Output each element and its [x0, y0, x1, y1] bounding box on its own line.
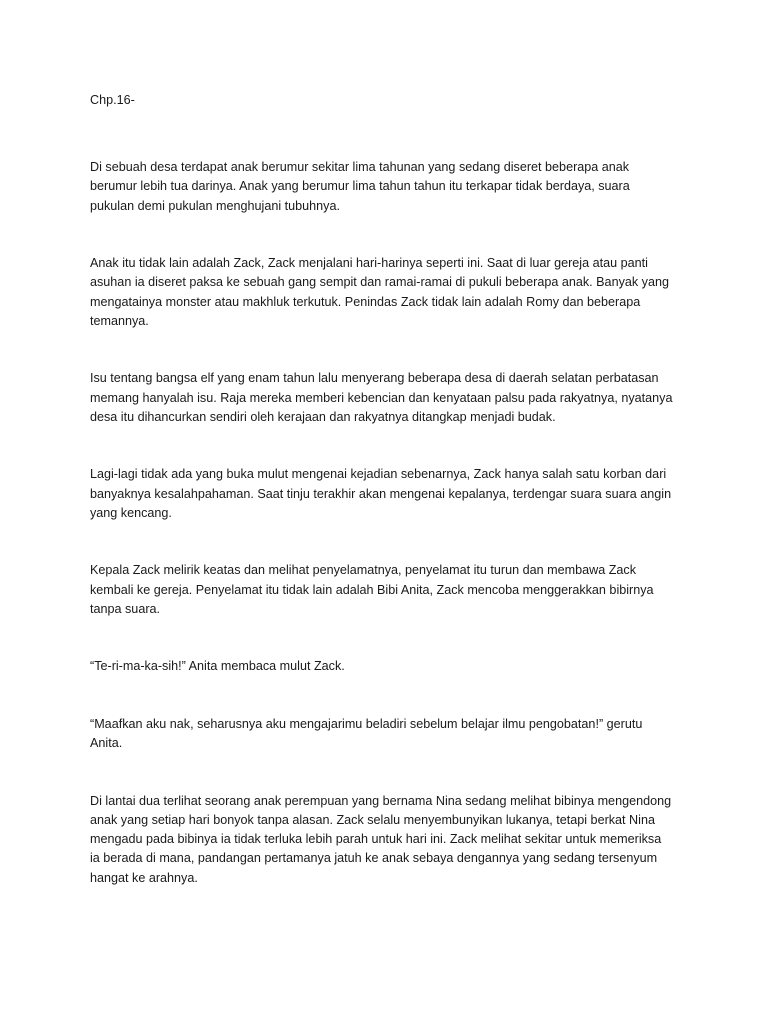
paragraph-line: Di lantai dua terlihat seorang anak perempuan yang bernama Nina sedang melihat bibinya mengendong — [90, 793, 672, 808]
paragraph — [90, 715, 680, 753]
paragraph-line: Anita. — [90, 736, 123, 751]
paragraph-line: pukulan demi pukulan menghujani tubuhnya. — [90, 198, 340, 213]
paragraph-line: memang hanyalah isu. Raja mereka memberi kebencian dan kenyataan palsu pada rakyatnya, nyatanya — [90, 390, 673, 405]
paragraph — [90, 158, 680, 216]
paragraph-line: temannya. — [90, 313, 149, 328]
paragraph — [90, 657, 680, 676]
document-body — [90, 91, 680, 926]
paragraph-line: Di sebuah desa terdapat anak berumur sekitar lima tahunan yang sedang diseret beberapa anak — [90, 160, 630, 175]
paragraph-line: mengatainya monster atau makhluk terkutuk. Penindas Zack tidak lain adalah Romy dan beberapa — [90, 294, 641, 309]
paragraph — [90, 369, 680, 427]
paragraph-line: mengadu pada bibinya ia tidak terluka lebih parah untuk hari ini. Zack melihat sekitar untuk memeriksa — [90, 832, 662, 847]
paragraph-line: “Maafkan aku nak, seharusnya aku mengajarimu beladiri sebelum belajar ilmu pengobatan!” gerutu — [90, 717, 643, 731]
paragraph-line: Kepala Zack melirik keatas dan melihat penyelamatnya, penyelamat itu turun dan membawa Zack — [90, 563, 637, 578]
paragraph — [90, 561, 680, 619]
paragraph-line: desa itu dihancurkan sendiri oleh kerajaan dan rakyatnya ditangkap menjadi budak. — [90, 409, 556, 424]
paragraph-line: hangat ke arahnya. — [90, 870, 198, 885]
paragraph-line: berumur lebih tua darinya. Anak yang berumur lima tahun tahun itu terkapar tidak berdaya, suara — [90, 179, 630, 194]
paragraph — [90, 465, 680, 523]
paragraph-line: anak yang setiap hari bonyok tanpa alasan. Zack selalu menyembunyikan lukanya, tetapi berkat Nina — [90, 813, 655, 827]
paragraph-list — [90, 158, 680, 888]
paragraph-line: asuhan ia diseret paksa ke sebuah gang sempit dan ramai-ramai di pukuli beberapa anak. Banyak yang — [90, 275, 669, 290]
paragraph-line: Isu tentang bangsa elf yang enam tahun lalu menyerang beberapa desa di daerah selatan perbatasan — [90, 371, 659, 386]
paragraph — [90, 792, 680, 888]
paragraph-line: Lagi-lagi tidak ada yang buka mulut mengenai kejadian sebenarnya, Zack hanya salah satu korban dari — [90, 467, 667, 482]
paragraph-line: “Te-ri-ma-ka-sih!” Anita membaca mulut Zack. — [90, 659, 345, 674]
paragraph-line: tanpa suara. — [90, 601, 161, 616]
paragraph-line: Anak itu tidak lain adalah Zack, Zack menjalani hari-harinya seperti ini. Saat di luar gereja atau panti — [90, 256, 648, 271]
paragraph-line: yang kencang. — [90, 505, 172, 520]
paragraph-line: ia berada di mana, pandangan pertamanya jatuh ke anak sebaya dengannya yang sedang tersenyum — [90, 851, 658, 866]
chapter-heading: Chp.16- — [90, 93, 135, 107]
paragraph-line: banyaknya kesalahpahaman. Saat tinju terakhir akan mengenai kepalanya, terdengar suara suara angin — [90, 486, 672, 501]
paragraph-line: kembali ke gereja. Penyelamat itu tidak lain adalah Bibi Anita, Zack mencoba menggerakkan bibirnya — [90, 582, 654, 597]
paragraph — [90, 254, 680, 331]
